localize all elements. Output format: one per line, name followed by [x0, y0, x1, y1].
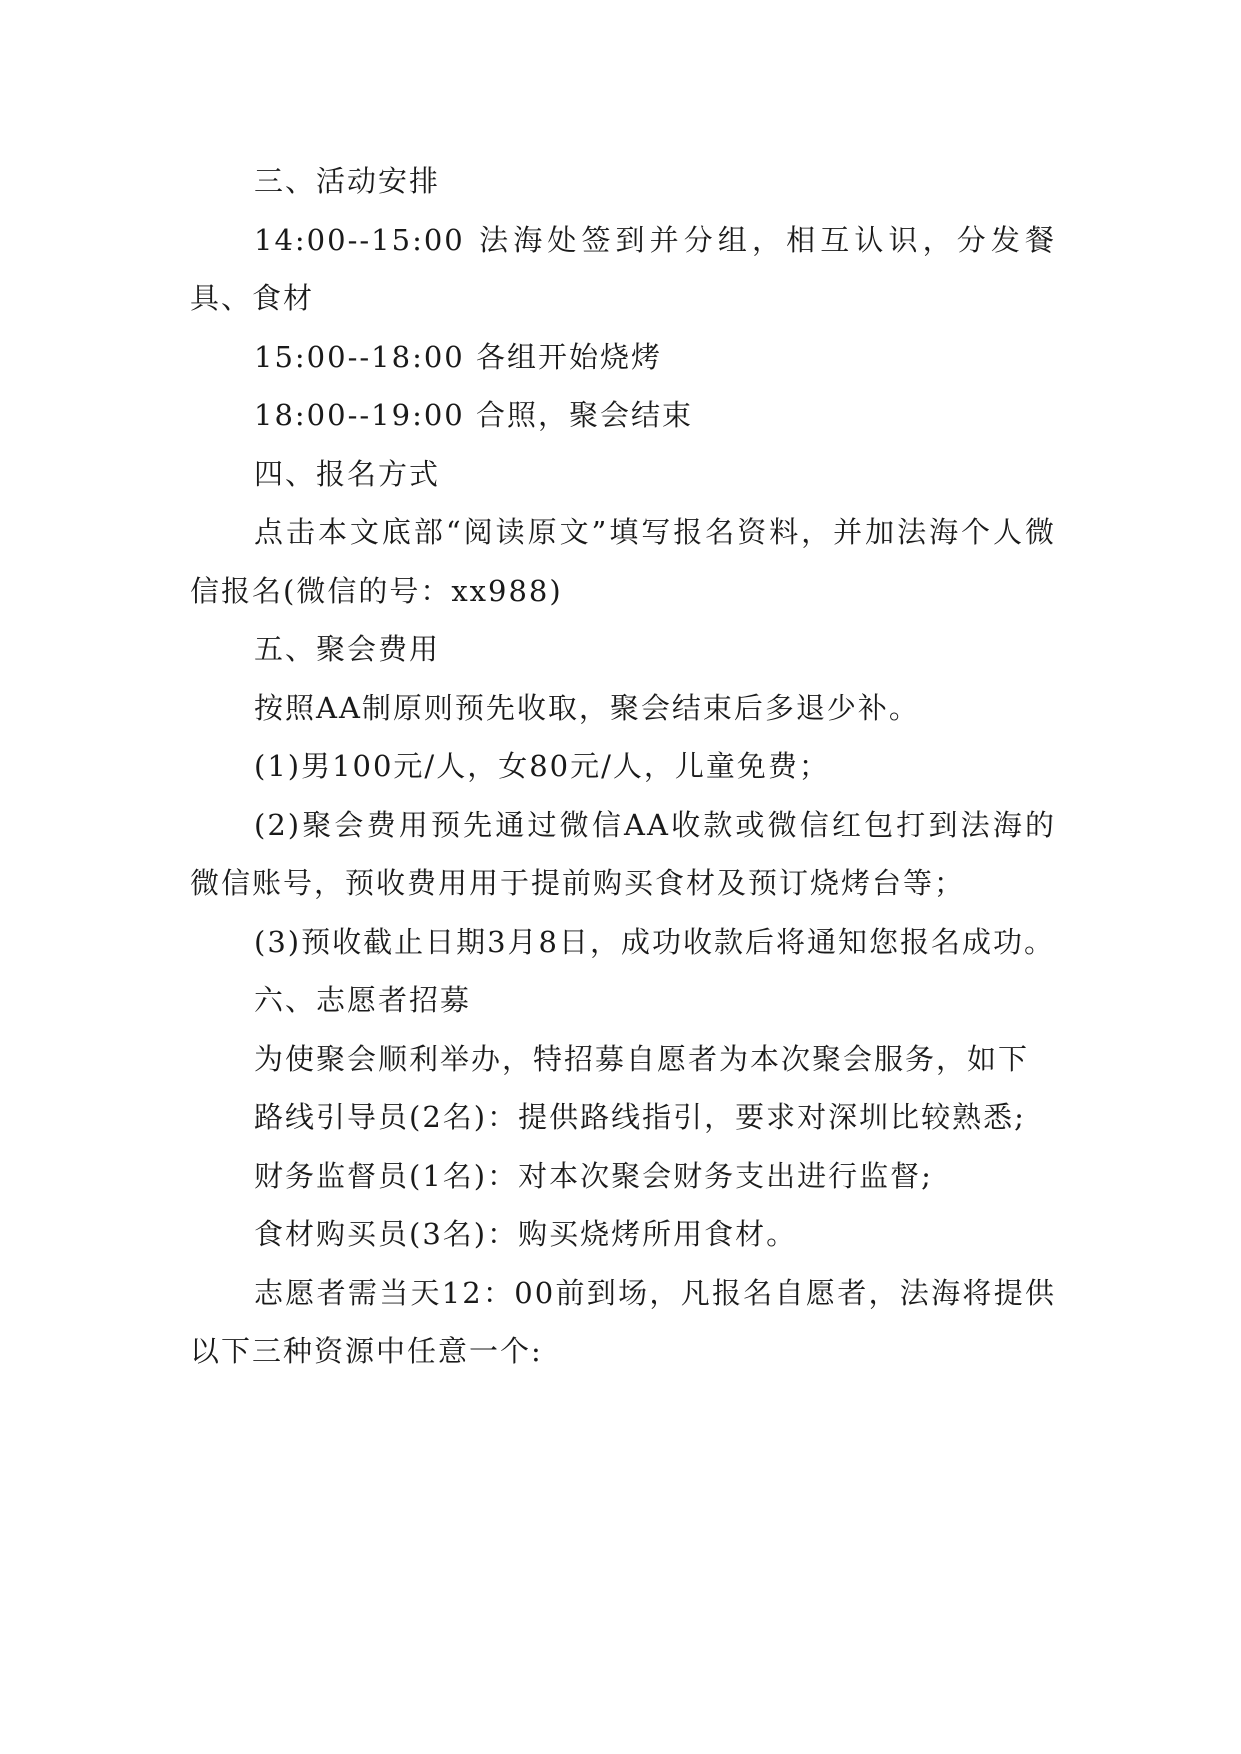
document-body	[190, 152, 1056, 1381]
fees-item-1: (1)男100元/人，女80元/人，儿童免费；	[254, 749, 830, 783]
section-heading-registration: 四、报名方式	[254, 456, 441, 491]
schedule-item-photo: 18:00--19:00 合照，聚会结束	[254, 398, 693, 432]
fees-item-2: (2)聚会费用预先通过微信AA收款或微信红包打到法海的微信账号，预收费用用于提前购买食材及预订烧烤台等；	[190, 807, 1056, 900]
volunteer-role-finance: 财务监督员(1名)：对本次聚会财务支出进行监督;	[254, 1158, 933, 1193]
section-heading-volunteers: 六、志愿者招募	[254, 983, 472, 1017]
fees-item-3: (3)预收截止日期3月8日，成功收款后将通知您报名成功。	[254, 924, 1055, 959]
fees-principle: 按照AA制原则预先收取，聚会结束后多退少补。	[254, 690, 920, 725]
schedule-item-checkin: 14:00--15:00 法海处签到并分组，相互认识，分发餐具、食材	[190, 222, 1056, 315]
volunteers-requirements: 志愿者需当天12：00前到场，凡报名自愿者，法海将提供以下三种资源中任意一个:	[190, 1275, 1056, 1368]
volunteer-role-purchaser: 食材购买员(3名)：购买烧烤所用食材。	[254, 1217, 798, 1251]
section-heading-fees: 五、聚会费用	[254, 632, 441, 666]
schedule-item-barbecue: 15:00--18:00 各组开始烧烤	[254, 339, 662, 374]
volunteers-intro: 为使聚会顺利举办，特招募自愿者为本次聚会服务，如下	[254, 1041, 1030, 1076]
registration-instructions: 点击本文底部“阅读原文”填写报名资料，并加法海个人微信报名(微信的号：xx988)	[190, 515, 1056, 608]
volunteer-role-guide: 路线引导员(2名)：提供路线指引，要求对深圳比较熟悉;	[254, 1100, 1026, 1134]
section-heading-activity-schedule: 三、活动安排	[254, 164, 441, 198]
